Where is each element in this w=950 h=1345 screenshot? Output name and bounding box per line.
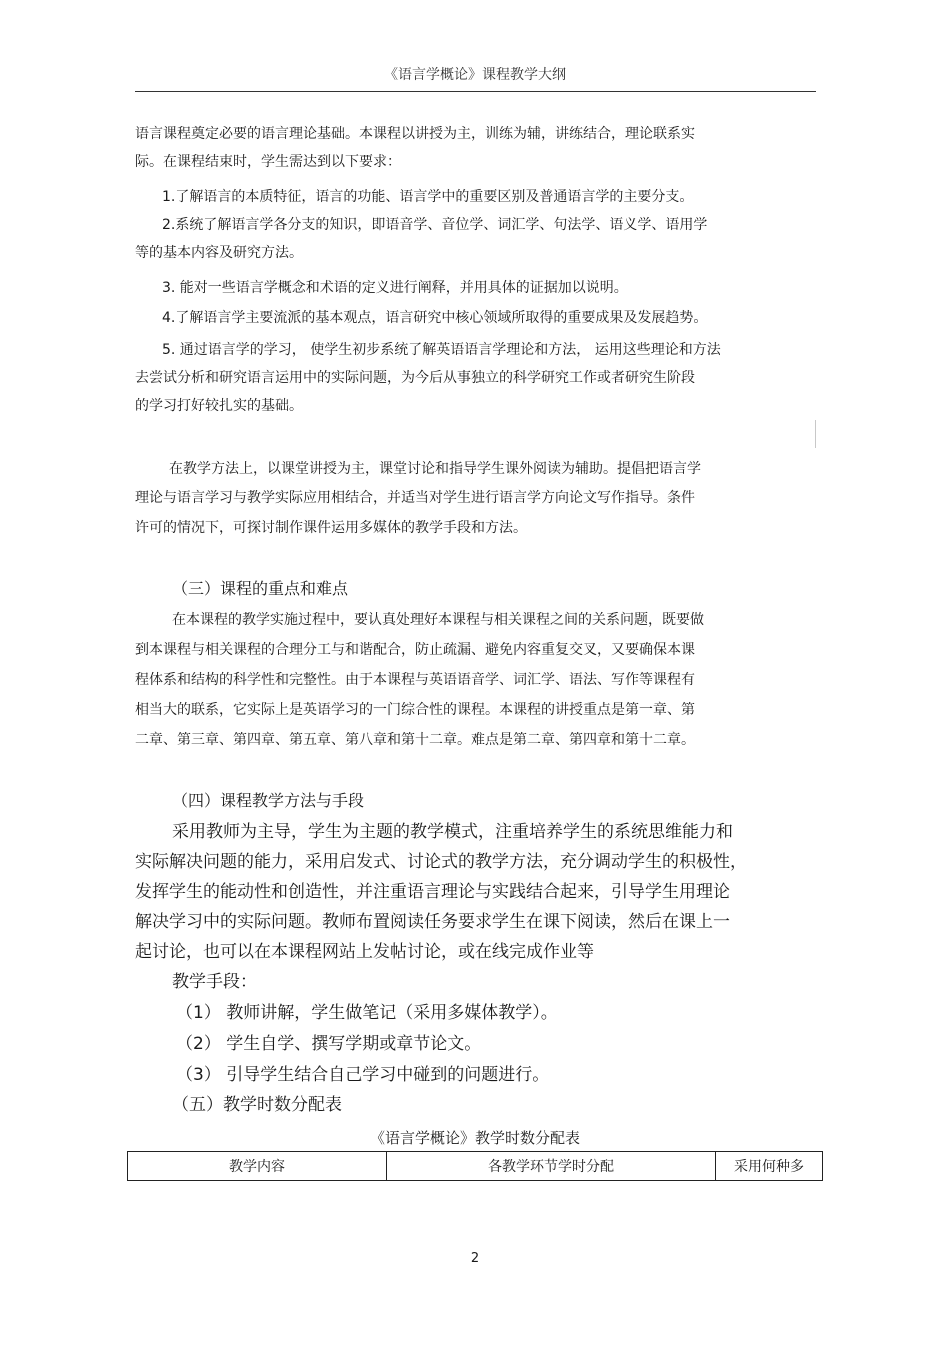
column-header: 各教学环节学时分配 bbox=[387, 1152, 716, 1181]
section4-line: 采用教师为主导，学生为主题的教学模式，注重培养学生的系统思维能力和 bbox=[172, 822, 733, 842]
section-heading: （五）教学时数分配表 bbox=[172, 1095, 342, 1115]
section4-line: 解决学习中的实际问题。教师布置阅读任务要求学生在课下阅读，然后在课上一 bbox=[135, 912, 730, 932]
requirement-item: 1.了解语言的本质特征，语言的功能、语言学中的重要区别及普通语言学的主要分支。 bbox=[162, 189, 694, 205]
requirement-item: 4.了解语言学主要流派的基本观点，语言研究中核心领域所取得的重要成果及发展趋势。 bbox=[162, 310, 708, 326]
header-title: 《语言学概论》课程教学大纲 bbox=[384, 67, 566, 83]
intro-line: 际。在课程结束时，学生需达到以下要求： bbox=[135, 154, 401, 170]
table-header-row bbox=[128, 1152, 823, 1181]
section4-line: 实际解决问题的能力，采用启发式、讨论式的教学方法，充分调动学生的积极性， bbox=[135, 852, 747, 872]
means-item: （2） 学生自学、撰写学期或章节论文。 bbox=[176, 1034, 482, 1054]
requirement-item: 5. 通过语言学的学习， 使学生初步系统了解英语语言学理论和方法， 运用这些理论和方法 bbox=[162, 342, 721, 358]
section3-line: 相当大的联系，它实际上是英语学习的一门综合性的课程。本课程的讲授重点是第一章、第 bbox=[135, 702, 695, 718]
requirement-item-continuation: 的学习打好较扎实的基础。 bbox=[135, 398, 303, 414]
requirement-item: 2.系统了解语言学各分支的知识，即语音学、音位学、词汇学、句法学、语义学、语用学 bbox=[162, 217, 708, 233]
column-header: 采用何种多 bbox=[716, 1152, 823, 1181]
section3-line: 二章、第三章、第四章、第五章、第八章和第十二章。难点是第二章、第四章和第十二章。 bbox=[135, 732, 695, 748]
intro-line: 语言课程奠定必要的语言理论基础。本课程以讲授为主，训练为辅，讲练结合，理论联系实 bbox=[135, 126, 695, 142]
means-item: （3） 引导学生结合自己学习中碰到的问题进行。 bbox=[176, 1065, 550, 1085]
hours-table bbox=[127, 1151, 823, 1181]
requirement-item: 3. 能对一些语言学概念和术语的定义进行阐释，并用具体的证据加以说明。 bbox=[162, 280, 628, 296]
section3-line: 在本课程的教学实施过程中，要认真处理好本课程与相关课程之间的关系问题，既要做 bbox=[172, 612, 704, 628]
header-rule bbox=[135, 91, 816, 92]
section3-line: 程体系和结构的科学性和完整性。由于本课程与英语语音学、词汇学、语法、写作等课程有 bbox=[135, 672, 695, 688]
means-label: 教学手段： bbox=[172, 972, 257, 992]
table-caption: 《语言学概论》教学时数分配表 bbox=[369, 1129, 580, 1147]
page-number: 2 bbox=[470, 1251, 480, 1266]
margin-mark bbox=[815, 420, 816, 448]
section4-line: 发挥学生的能动性和创造性，并注重语言理论与实践结合起来，引导学生用理论 bbox=[135, 882, 730, 902]
method-line: 理论与语言学习与教学实际应用相结合，并适当对学生进行语言学方向论文写作指导。条件 bbox=[135, 490, 695, 506]
section-heading: （四）课程教学方法与手段 bbox=[172, 791, 365, 810]
means-item: （1） 教师讲解，学生做笔记（采用多媒体教学）。 bbox=[176, 1003, 558, 1023]
requirement-item-continuation: 等的基本内容及研究方法。 bbox=[135, 245, 303, 261]
column-header: 教学内容 bbox=[128, 1152, 387, 1181]
section4-line: 起讨论，也可以在本课程网站上发帖讨论，或在线完成作业等 bbox=[135, 942, 594, 962]
method-line: 许可的情况下，可探讨制作课件运用多媒体的教学手段和方法。 bbox=[135, 520, 527, 536]
section3-line: 到本课程与相关课程的合理分工与和谐配合，防止疏漏、避免内容重复交叉，又要确保本课 bbox=[135, 642, 695, 658]
method-line: 在教学方法上，以课堂讲授为主，课堂讨论和指导学生课外阅读为辅助。提倡把语言学 bbox=[169, 461, 701, 477]
section-heading: （三）课程的重点和难点 bbox=[172, 579, 349, 598]
requirement-item-continuation: 去尝试分析和研究语言运用中的实际问题，为今后从事独立的科学研究工作或者研究生阶段 bbox=[135, 370, 695, 386]
